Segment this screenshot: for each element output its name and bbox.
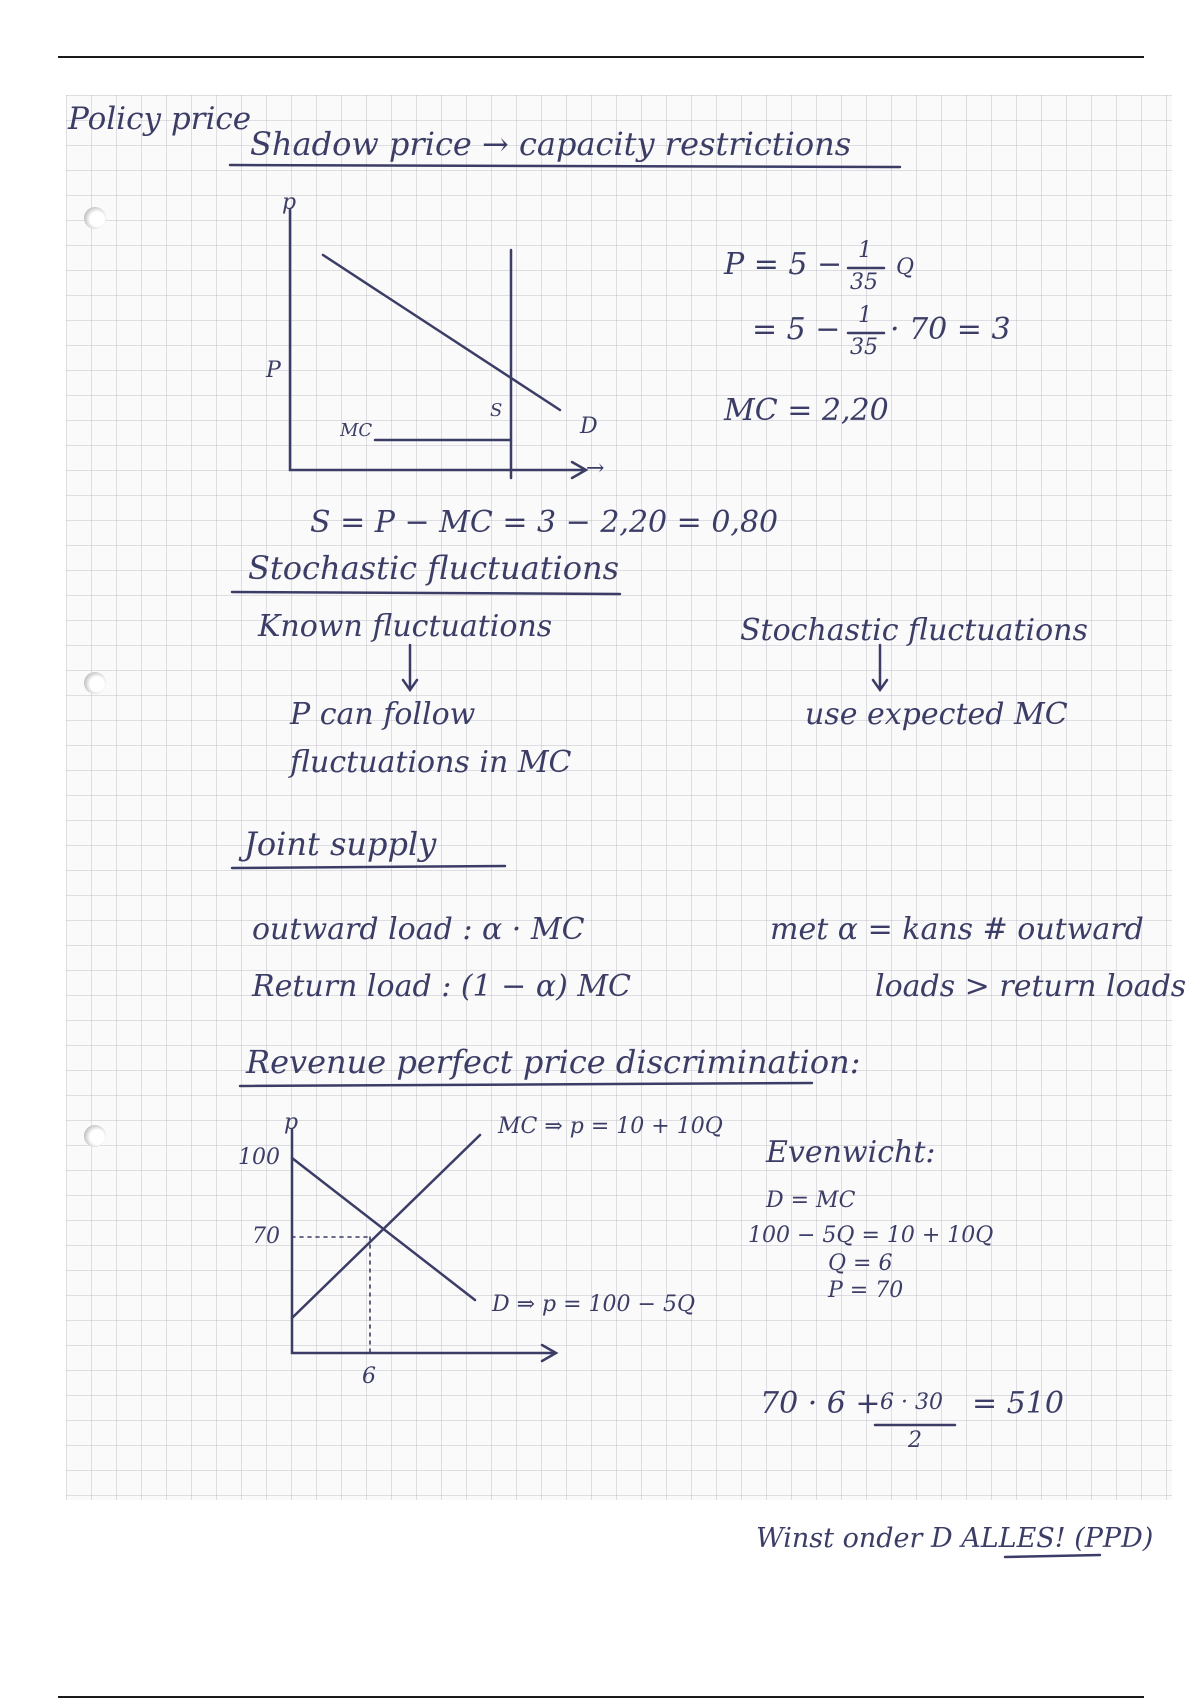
equation: = 5 − [752,312,841,347]
tick-label: 100 [238,1145,280,1170]
axis-label: p [284,1110,299,1135]
note-text: Known fluctuations [258,609,553,644]
equation: P = 70 [828,1278,904,1303]
fraction-den: 2 [908,1428,922,1453]
tick-label: 70 [252,1224,280,1249]
fraction-num: 1 [858,238,872,263]
section-heading: Revenue perfect price discrimination: [246,1043,861,1081]
equation: · 70 = 3 [890,312,1011,347]
note-text: use expected MC [805,697,1068,732]
fraction-den: 35 [850,270,878,295]
shadow-price-graph [290,210,586,478]
note-text: Stochastic fluctuations [740,613,1088,648]
graph-axes [292,1130,555,1353]
heading-underline [232,592,620,594]
alles-underline [1005,1555,1100,1557]
tick-label: 6 [362,1364,376,1389]
margin-label: Policy price [68,101,252,137]
note-text: met α = kans # outward [770,912,1144,947]
fraction-num: 1 [858,303,872,328]
note-text: loads > return loads [875,969,1187,1004]
equation: MC = 2,20 [724,393,889,428]
section-heading: Stochastic fluctuations [248,549,620,587]
fraction-den: 35 [850,335,878,360]
curve-label: D [580,414,598,439]
section-heading: Joint supply [244,825,437,863]
note-text: Winst onder D ALLES! (PPD) [756,1523,1154,1554]
axis-label: → [586,456,605,481]
equation: 70 · 6 + [760,1386,881,1421]
variable: Q [896,255,915,280]
equation: 100 − 5Q = 10 + 10Q [748,1223,994,1248]
note-text: fluctuations in MC [290,745,572,780]
equation: = 510 [972,1386,1064,1421]
equation-title: Evenwicht: [766,1135,936,1170]
note-text: Return load : (1 − α) MC [252,969,632,1004]
heading-underline [240,1083,812,1086]
demand-line [323,255,560,410]
note-text: P can follow [290,697,476,732]
note-text: outward load : α · MC [252,912,585,947]
axis-label: P [266,358,281,383]
fraction-num: 6 · 30 [880,1390,943,1415]
curve-label: MC [340,420,373,441]
equation: P = 5 − [724,247,843,282]
equation: Q = 6 [828,1251,893,1276]
equation: S = P − MC = 3 − 2,20 = 0,80 [310,505,779,540]
graph-axes [290,210,585,470]
heading-underline [230,165,900,167]
bottom-rule [58,1696,1144,1698]
price-discrimination-graph [292,1130,556,1361]
mc-line [292,1135,480,1318]
axis-label: p [282,190,297,215]
curve-label: MC ⇒ p = 10 + 10Q [498,1114,723,1139]
curve-label: D ⇒ p = 100 − 5Q [492,1292,696,1317]
curve-label: S [490,400,503,421]
equation: D = MC [766,1188,856,1213]
section-heading: Shadow price → capacity restrictions [250,125,852,163]
heading-underline [232,866,505,868]
